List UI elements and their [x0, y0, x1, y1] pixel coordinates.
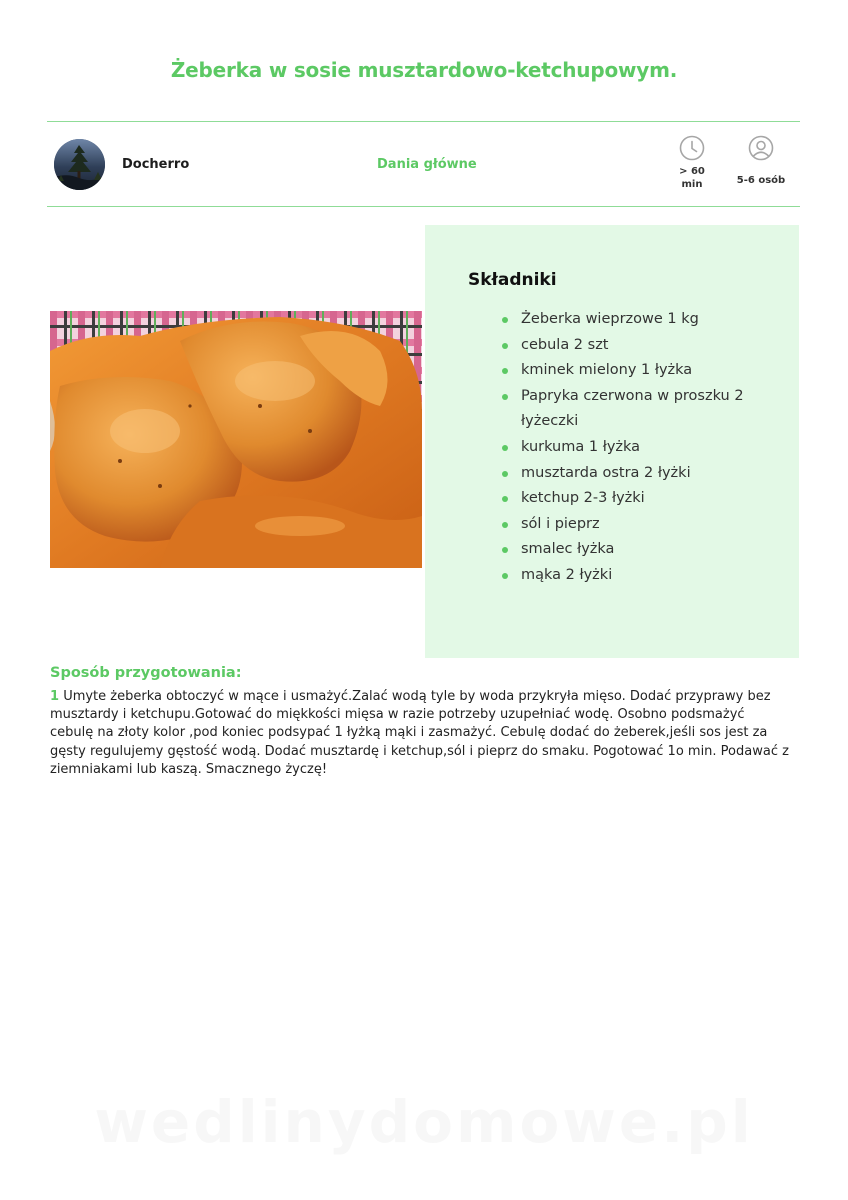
ingredient-item: cebula 2 szt [521, 333, 791, 359]
ingredient-item: kminek mielony 1 łyżka [521, 358, 791, 384]
method-step [50, 688, 790, 779]
ingredient-item: kurkuma 1 łyżka [521, 435, 791, 461]
site-watermark: wedlinydomowe.pl [94, 1088, 754, 1156]
category-link[interactable]: Dania główne [377, 157, 477, 172]
step-text: Umyte żeberka obtoczyć w mące i usmażyć.Zalać wodą tyle by woda przykryła mięso. Dodać przyprawy bez musztardy i ketchupu.Gotować do miękkości mięsa w razie potrzeby uzupełniać wodę. Osobno podsmażyć cebulę na złoty kolor ,pod koniec podsypać 1 łyżką mąki i zasmażyć. Cebulę dodać do żeberek,jeśli sos jest za gęsty regulujemy gęstość wodą. Dodać musztardę i ketchup,sól i pieprz do smaku. Pogotować 1o min. Podawać z ziemniakami lub kaszą. Smacznego życzę! [50, 689, 789, 777]
prep-time-label [677, 165, 707, 191]
ingredient-item: sól i pieprz [521, 512, 791, 538]
ingredient-item: mąka 2 łyżki [521, 563, 791, 589]
method-heading: Sposób przygotowania: [50, 665, 242, 681]
prep-time [665, 135, 719, 191]
ingredient-item: musztarda ostra 2 łyżki [521, 461, 791, 487]
prep-time-unit: min [681, 179, 703, 190]
ingredients-panel [425, 225, 799, 658]
ingredient-item: smalec łyżka [521, 537, 791, 563]
author-name[interactable]: Docherro [122, 157, 190, 172]
avatar-photo [54, 139, 105, 190]
servings-label: 5-6 osób [736, 175, 786, 186]
recipe-photo [50, 311, 422, 568]
ingredient-item: Żeberka wieprzowe 1 kg [521, 307, 791, 333]
ingredient-item: ketchup 2-3 łyżki [521, 486, 791, 512]
dish-image [50, 311, 422, 568]
ingredient-item: Papryka czerwona w proszku 2 łyżeczki [521, 384, 791, 435]
prep-time-value: > 60 [679, 166, 705, 177]
servings [734, 135, 788, 187]
user-icon [748, 135, 774, 161]
recipe-title: Żeberka w sosie musztardowo-ketchupowym. [170, 58, 678, 82]
clock-icon [679, 135, 705, 161]
ingredients-list [521, 307, 791, 589]
step-number: 1 [50, 689, 60, 704]
ingredients-heading: Składniki [468, 270, 557, 290]
recipe-meta-bar [47, 121, 800, 207]
author-avatar[interactable] [54, 139, 105, 190]
